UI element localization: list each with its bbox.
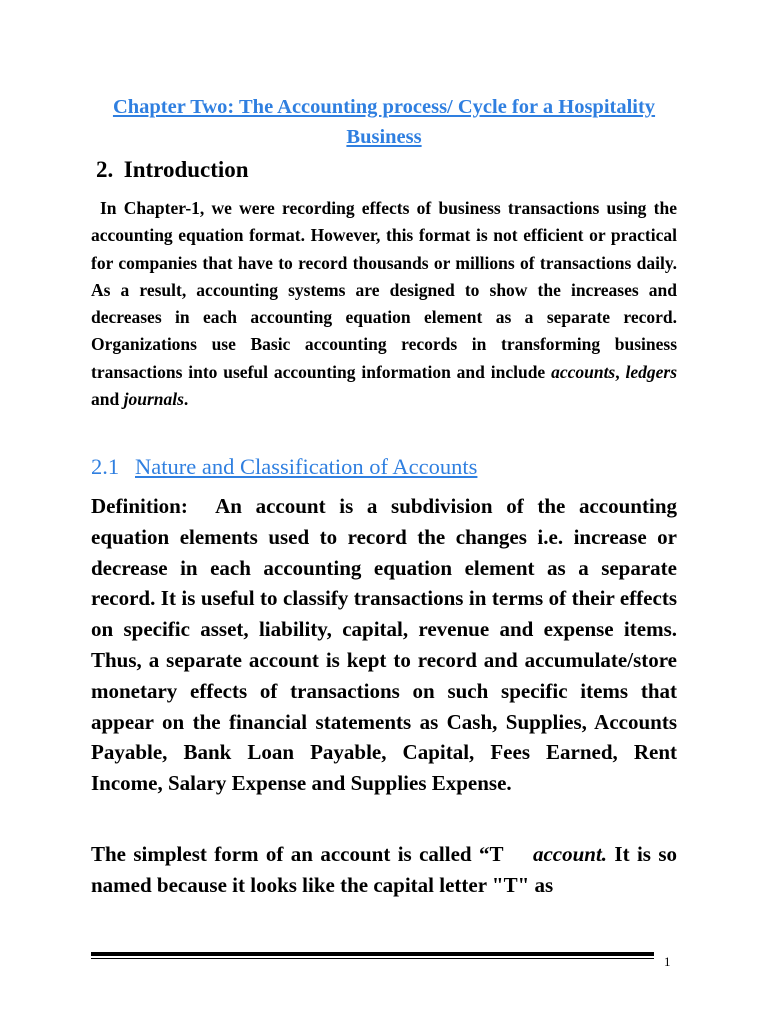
- term-ledgers: ledgers: [625, 361, 678, 382]
- definition-text: An account is a subdivision of the accounting equation elements used to record the changes i.e. increase or decrease in each accounting equation element as a separate record. It is useful to classify transactions in terms of their effects on specific asset, liability, capital, revenue and expense items. Thus, a separate account is kept to record and accumulate/store monetary effects of transactions on such specific items that appear on the financial statements as Cash, Supplies, Accounts Payable, Bank Loan Payable, Capital, Fees Earned, Rent Income, Salary Expense and Supplies Expense.: [91, 494, 677, 796]
- footer-rule-thick: [91, 952, 654, 956]
- definition-paragraph: [91, 491, 677, 799]
- intro-heading-number: 2.: [96, 157, 114, 182]
- section-heading: [91, 452, 477, 482]
- term-separator-and: and: [91, 389, 120, 410]
- section-heading-number: 2.1: [91, 454, 120, 479]
- section-heading-title: Nature and Classification of Accounts: [135, 454, 478, 479]
- intro-heading: [96, 155, 249, 185]
- definition-label: Definition:: [91, 494, 188, 518]
- intro-paragraph: [91, 195, 677, 413]
- t-account-text-after: It is so named because it looks like the capital letter "T" as: [91, 842, 677, 897]
- chapter-title: Chapter Two: The Accounting process/ Cycle for a Hospitality Business: [112, 96, 656, 148]
- intro-heading-title: Introduction: [123, 157, 249, 182]
- intro-paragraph-text: In Chapter-1, we were recording effects of business transactions using the accounting equation format. However, this format is not efficient or practical for companies that have to record thousands or millions of transactions daily. As a result, accounting systems are designed to show the increases and decreases in each accounting equation element as a separate record. Organizations use Basic accounting records in transforming business transactions into useful accounting information and include: [91, 198, 677, 382]
- footer-rule-thin: [91, 958, 654, 959]
- term-separator-comma: ,: [615, 361, 620, 382]
- term-journals: journals: [123, 389, 184, 410]
- page-number: 1: [664, 954, 671, 969]
- t-account-text-before: The simplest form of an account is called “T: [91, 842, 504, 866]
- t-account-paragraph: [91, 839, 677, 901]
- t-account-term: account.: [532, 842, 608, 866]
- term-accounts: accounts: [551, 361, 616, 382]
- intro-end-period: .: [183, 389, 189, 410]
